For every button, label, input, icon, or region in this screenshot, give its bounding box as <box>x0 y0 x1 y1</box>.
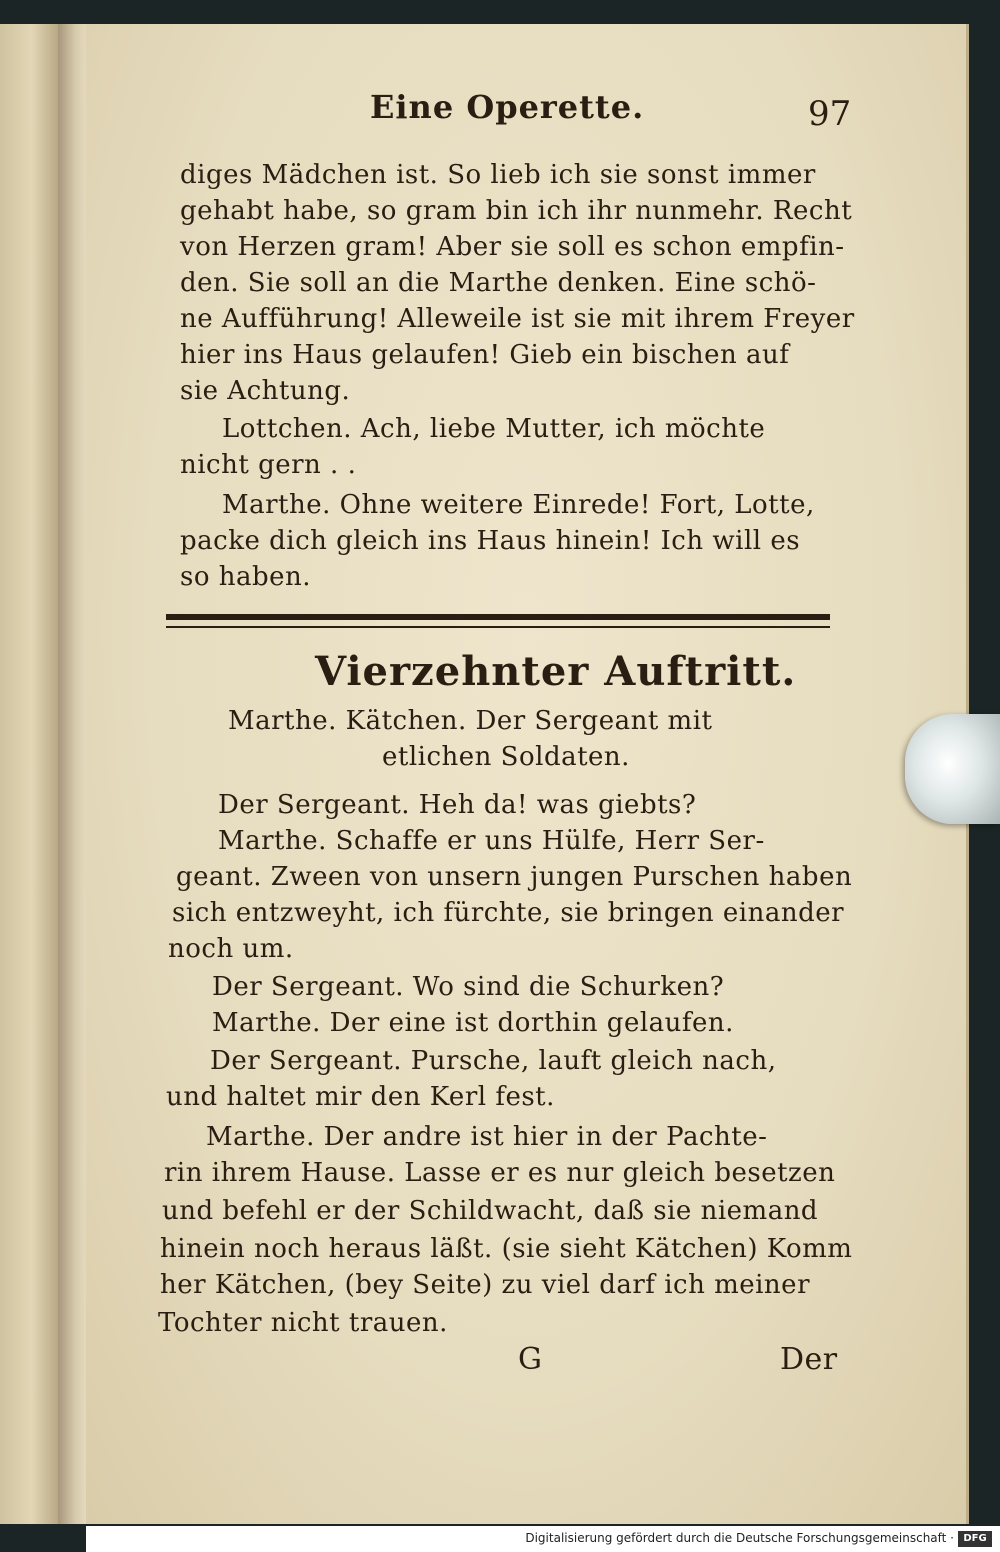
text-line: so haben. <box>180 562 312 592</box>
dialogue-line: geant. Zween von unsern jungen Purschen haben <box>176 862 853 892</box>
dialogue-line: hinein noch heraus läßt. (sie sieht Kätchen) Komm <box>160 1234 853 1264</box>
page-turn-tab[interactable] <box>905 714 1000 824</box>
text-line: sie Achtung. <box>180 376 351 406</box>
text-line: hier ins Haus gelaufen! Gieb ein bischen auf <box>180 340 790 370</box>
dialogue-line: Der Sergeant. Heh da! was giebts? <box>218 790 697 820</box>
text-line: gehabt habe, so gram bin ich ihr nunmehr. Recht <box>180 196 853 226</box>
facing-page-edge <box>0 24 60 1524</box>
dialogue-line: sich entzweyht, ich fürchte, sie bringen einander <box>172 898 845 928</box>
book-gutter <box>58 24 88 1524</box>
dialogue-line: noch um. <box>168 934 294 964</box>
dialogue-line: Der Sergeant. Pursche, lauft gleich nach, <box>210 1046 777 1076</box>
catchword: Der <box>780 1342 838 1377</box>
dialogue-line: und haltet mir den Kerl fest. <box>166 1082 555 1112</box>
dialogue-line: Marthe. Der andre ist hier in der Pachte- <box>206 1122 768 1152</box>
text-line: Marthe. Ohne weitere Einrede! Fort, Lotte, <box>222 490 815 520</box>
dialogue-line: Marthe. Der eine ist dorthin gelaufen. <box>212 1008 734 1038</box>
running-title: Eine Operette. <box>370 88 645 126</box>
cast-line: etlichen Soldaten. <box>382 742 630 772</box>
text-line: von Herzen gram! Aber sie soll es schon empfin- <box>180 232 845 262</box>
dfg-logo: DFG <box>958 1531 992 1547</box>
digitization-footer <box>86 1526 1000 1552</box>
dialogue-line: rin ihrem Hause. Lasse er es nur gleich besetzen <box>164 1158 836 1188</box>
text-line: diges Mädchen ist. So lieb ich sie sonst immer <box>180 160 816 190</box>
dialogue-line: Tochter nicht trauen. <box>158 1308 448 1338</box>
dialogue-line: Der Sergeant. Wo sind die Schurken? <box>212 972 725 1002</box>
footer-credit: Digitalisierung gefördert durch die Deutsche Forschungsgemeinschaft · <box>525 1531 954 1545</box>
scene-divider-rule-thin <box>166 626 830 628</box>
dialogue-line: Marthe. Schaffe er uns Hülfe, Herr Ser- <box>218 826 765 856</box>
cast-line: Marthe. Kätchen. Der Sergeant mit <box>228 706 713 736</box>
text-line: Lottchen. Ach, liebe Mutter, ich möchte <box>222 414 766 444</box>
scene-heading: Vierzehnter Auftritt. <box>315 648 797 695</box>
text-line: packe dich gleich ins Haus hinein! Ich will es <box>180 526 801 556</box>
dialogue-line: her Kätchen, (bey Seite) zu viel darf ich meiner <box>160 1270 810 1300</box>
scene-divider-rule <box>166 614 830 620</box>
signature-mark: G <box>518 1342 543 1377</box>
text-line: nicht gern . . <box>180 450 357 480</box>
page-number: 97 <box>808 94 852 134</box>
dialogue-line: und befehl er der Schildwacht, daß sie niemand <box>162 1196 819 1226</box>
text-line: ne Aufführung! Alleweile ist sie mit ihrem Freyer <box>180 304 855 334</box>
text-line: den. Sie soll an die Marthe denken. Eine schö- <box>180 268 817 298</box>
